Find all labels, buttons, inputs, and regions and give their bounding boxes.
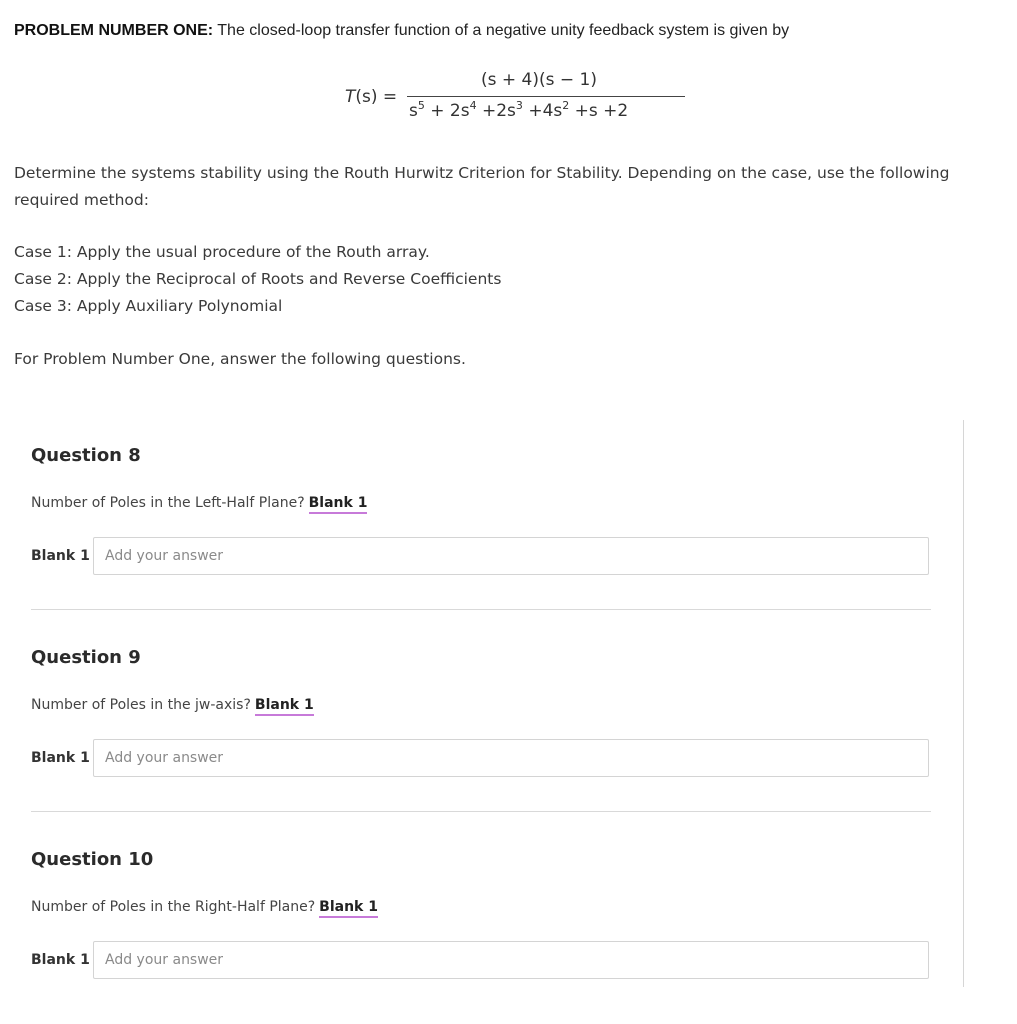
case-item: Case 2: Apply the Reciprocal of Roots and Reverse Coefficients [14, 270, 502, 288]
question-title: Question 10 [31, 849, 154, 870]
formula-denominator: $s^5 + 2s^4 +2s^3 +4s^2 +s +2$ [409, 99, 629, 121]
blank-reference: Blank 1 [309, 495, 368, 514]
question-text [31, 495, 367, 511]
question-text [31, 899, 378, 915]
answer-label: Blank 1 [31, 548, 90, 564]
panel-divider [963, 420, 964, 987]
answer-input[interactable] [93, 941, 929, 979]
problem-title-bold: PROBLEM NUMBER ONE: [14, 22, 214, 39]
answer-row [31, 739, 931, 779]
blank-reference: Blank 1 [319, 899, 378, 918]
formula-numerator: (s + 4)(s − 1) [481, 70, 597, 90]
problem-paragraph: Determine the systems stability using the Routh Hurwitz Criterion for Stability. Depending on the case, use the following required method: [14, 164, 950, 209]
question-8 [31, 443, 931, 564]
answer-input[interactable] [93, 537, 929, 575]
answer-input[interactable] [93, 739, 929, 777]
formula-lhs [345, 87, 397, 107]
question-text [31, 697, 314, 713]
problem-title [14, 22, 1004, 40]
case-list [14, 239, 814, 320]
question-10 [31, 847, 931, 968]
answer-row [31, 537, 931, 577]
question-divider [31, 811, 931, 812]
question-9 [31, 645, 931, 766]
formula-lhs-symbol: T [345, 87, 356, 107]
question-prompt: Number of Poles in the Left-Half Plane? [31, 495, 305, 511]
question-prompt: Number of Poles in the Right-Half Plane? [31, 899, 316, 915]
answer-row [31, 941, 931, 981]
answer-label: Blank 1 [31, 952, 90, 968]
case-item: Case 1: Apply the usual procedure of the Routh array. [14, 243, 430, 261]
fraction-bar [407, 96, 685, 97]
answer-label: Blank 1 [31, 750, 90, 766]
question-prompt: Number of Poles in the jw-axis? [31, 697, 251, 713]
blank-reference: Blank 1 [255, 697, 314, 716]
problem-title-text: The closed-loop transfer function of a negative unity feedback system is given by [213, 22, 790, 39]
case-item: Case 3: Apply Auxiliary Polynomial [14, 297, 283, 315]
transfer-function-formula [345, 68, 690, 130]
question-divider [31, 609, 931, 610]
formula-lhs-arg: (s) = [355, 87, 398, 107]
question-title: Question 8 [31, 445, 141, 466]
question-title: Question 9 [31, 647, 141, 668]
instruction-text: For Problem Number One, answer the following questions. [14, 350, 466, 368]
